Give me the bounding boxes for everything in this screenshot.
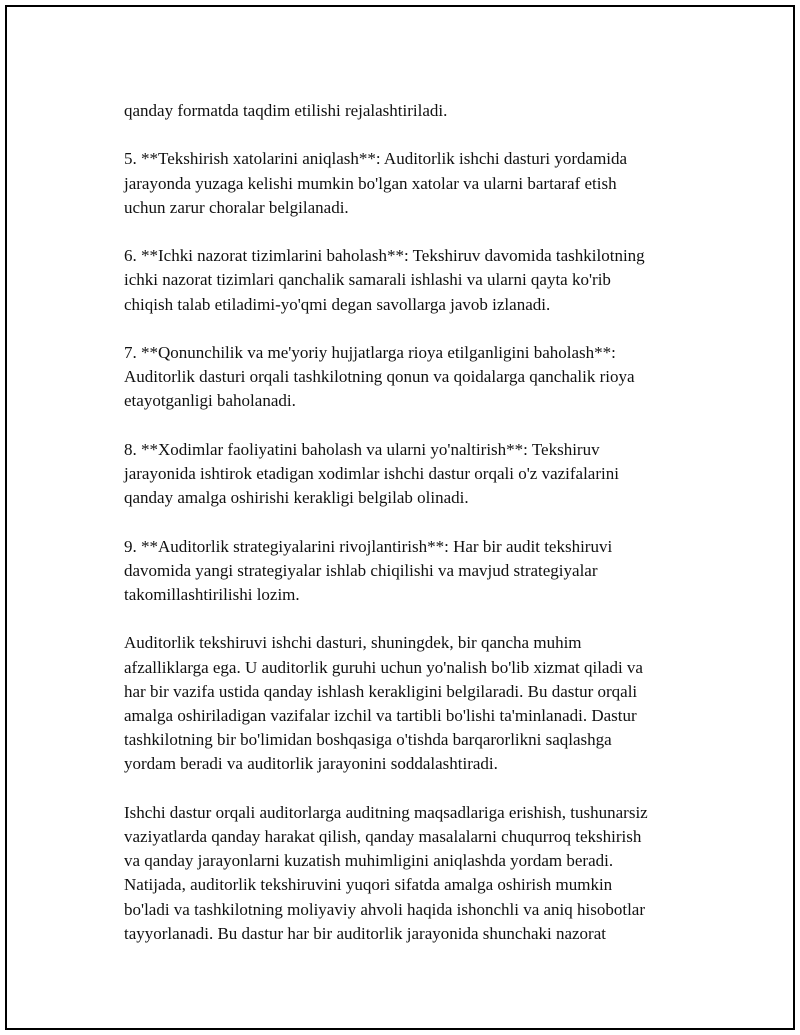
paragraph-conclusion: Ishchi dastur orqali auditorlarga auditning maqsadlariga erishish, tushunarsiz vaziyatlarda qanday harakat qilish, qanday masalalarni chuqurroq tekshirish va qanday jarayonlarni kuzatish muhimligini aniqlashda yordam beradi. Natijada, auditorlik tekshiruvini yuqori sifatda amalga oshirish mumkin bo'ladi va tashkilotning moliyaviy ahvoli haqida ishonchli va aniq hisobotlar tayyorlanadi. Bu dastur har bir auditorlik jarayonida shunchaki nazorat bbox=[124, 802, 648, 943]
paragraph-advantages: Auditorlik tekshiruvi ishchi dasturi, shuningdek, bir qancha muhim afzalliklarga ega. U auditorlik guruhi uchun yo'nalish bo'lib xizmat qiladi va har bir vazifa ustida qanday ishlash kerakligini belgilaradi. Bu dastur orqali amalga oshiriladigan vazifalar izchil va tartibli bo'lishi ta'minlanadi. Dastur tashkilotning bir bo'limidan boshqasiga o'tishda barqarorlikni saqlashga yordam beradi va auditorlik jarayonini soddalashtiradi. bbox=[124, 633, 643, 774]
paragraph-item-5: 5. **Tekshirish xatolarini aniqlash**: Auditorlik ishchi dasturi yordamida jarayonda yuzaga kelishi mumkin bo'lgan xatolar va ularni bartaraf etish uchun zarur choralar belgilanadi. bbox=[124, 149, 628, 217]
page-frame bbox=[5, 5, 795, 1030]
paragraph-item-9: 9. **Auditorlik strategiyalarini rivojlantirish**: Har bir audit tekshiruvi davomida yangi strategiyalar ishlab chiqilishi va mavjud strategiyalar takomillashtirilishi lozim. bbox=[124, 536, 613, 604]
document-body bbox=[124, 99, 714, 946]
paragraph-item-6: 6. **Ichki nazorat tizimlarini baholash**: Tekshiruv davomida tashkilotning ichki nazorat tizimlari qanchalik samarali ishlashi va ularni qayta ko'rib chiqish talab etiladimi-yo'qmi degan savollarga javob izlanadi. bbox=[124, 246, 645, 314]
paragraph-item-8: 8. **Xodimlar faoliyatini baholash va ularni yo'naltirish**: Tekshiruv jarayonida ishtirok etadigan xodimlar ishchi dastur orqali o'z vazifalarini qanday amalga oshirishi kerakligi belgilab olinadi. bbox=[124, 439, 619, 508]
paragraph-item-7: 7. **Qonunchilik va me'yoriy hujjatlarga rioya etilganligini baholash**: Auditorlik dasturi orqali tashkilotning qonun va qoidalarga qanchalik rioya etayotganligi baholanadi. bbox=[124, 342, 635, 411]
paragraph-intro-continuation: qanday formatda taqdim etilishi rejalashtiriladi. bbox=[124, 101, 448, 120]
